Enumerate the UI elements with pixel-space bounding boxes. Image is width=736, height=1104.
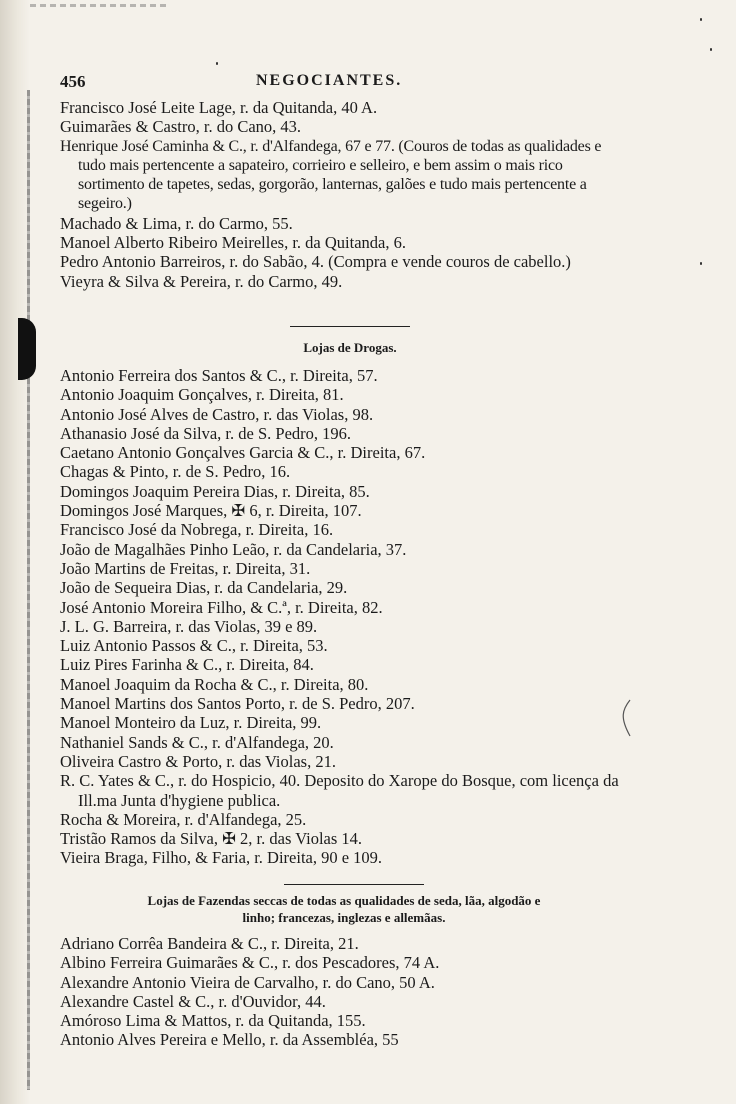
list-item: Oliveira Castro & Porto, r. das Violas, 21.	[60, 751, 336, 771]
list-item: Tristão Ramos da Silva, ✠ 2, r. das Violas 14.	[60, 829, 363, 849]
negociantes-list	[60, 98, 628, 291]
list-item: Francisco José da Nobrega, r. Direita, 16.	[60, 520, 334, 540]
list-item: Caetano Antonio Gonçalves Garcia & C., r. Direita, 67.	[60, 443, 426, 463]
list-item: João de Sequeira Dias, r. da Candelaria, 29.	[60, 578, 348, 598]
section-heading-drogas: Lojas de Drogas.	[303, 340, 397, 355]
list-item: Domingos Joaquim Pereira Dias, r. Direita, 85.	[60, 481, 370, 501]
list-item: Albino Ferreira Guimarães & C., r. dos Pescadores, 74 A.	[60, 953, 440, 973]
drogas-list	[60, 366, 628, 868]
list-item: Manoel Martins dos Santos Porto, r. de S. Pedro, 207.	[60, 694, 415, 714]
list-item: Manoel Joaquim da Rocha & C., r. Direita, 80.	[60, 674, 369, 694]
page-number: 456	[60, 72, 86, 91]
ink-speck	[700, 18, 702, 21]
binding-edge	[27, 90, 30, 1090]
list-item: R. C. Yates & C., r. do Hospicio, 40. Deposito do Xarope do Bosque, com licença da Ill.ma Junta d'hygiene publica.	[60, 771, 619, 810]
binding-margin	[0, 0, 30, 1104]
ink-speck	[216, 62, 218, 65]
list-item: J. L. G. Barreira, r. das Violas, 39 e 89.	[60, 616, 318, 636]
list-item: Rocha & Moreira, r. d'Alfandega, 25.	[60, 809, 307, 829]
list-item: Vieira Braga, Filho, & Faria, r. Direita, 90 e 109.	[60, 848, 383, 868]
list-item: José Antonio Moreira Filho, & C.ª, r. Direita, 82.	[60, 597, 383, 617]
ink-speck	[710, 48, 712, 51]
list-item: Chagas & Pinto, r. de S. Pedro, 16.	[60, 462, 291, 482]
list-item: Antonio José Alves de Castro, r. das Violas, 98.	[60, 404, 374, 424]
list-item: Athanasio José da Silva, r. de S. Pedro, 196.	[60, 423, 352, 443]
list-item: Antonio Alves Pereira e Mello, r. da Assembléa, 55	[60, 1030, 399, 1050]
list-item: Adriano Corrêa Bandeira & C., r. Direita, 21.	[60, 934, 359, 953]
list-item: Alexandre Antonio Vieira de Carvalho, r. do Cano, 50 A.	[60, 972, 435, 992]
ink-speck	[700, 262, 702, 265]
list-item: Antonio Joaquim Gonçalves, r. Direita, 81.	[60, 385, 344, 405]
list-item: Nathaniel Sands & C., r. d'Alfandega, 20.	[60, 732, 334, 752]
pencil-bracket-mark	[618, 698, 634, 738]
section-heading-line: linho; francezas, inglezas e allemãas.	[242, 910, 446, 925]
list-item: João de Magalhães Pinho Leão, r. da Candelaria, 37.	[60, 539, 407, 559]
list-item: Antonio Ferreira dos Santos & C., r. Direita, 57.	[60, 366, 378, 385]
list-item: Luiz Pires Farinha & C., r. Direita, 84.	[60, 655, 314, 675]
list-item: Henrique José Caminha & C., r. d'Alfandega, 67 e 77. (Couros de todas as qualidades e tudo mais pertencente a sapateiro, corrieiro e selleiro, e bem assim o mais rico sortimento de tapetes, sedas, gorgorão, lanternas, galões e tudo mais pertencente a segeiro.)	[60, 137, 602, 213]
fazendas-list	[60, 934, 628, 1050]
list-item: Guimarães & Castro, r. do Cano, 43.	[60, 117, 302, 137]
running-head: NEGOCIANTES.	[256, 72, 403, 89]
section-divider	[290, 326, 410, 327]
top-edge-marks	[30, 4, 170, 7]
list-item: Domingos José Marques, ✠ 6, r. Direita, 107.	[60, 501, 362, 521]
section-divider	[284, 884, 424, 885]
list-item: Amóroso Lima & Mattos, r. da Quitanda, 155.	[60, 1011, 366, 1031]
list-item: Alexandre Castel & C., r. d'Ouvidor, 44.	[60, 991, 326, 1011]
list-item: João Martins de Freitas, r. Direita, 31.	[60, 558, 311, 578]
list-item: Manoel Alberto Ribeiro Meirelles, r. da Quitanda, 6.	[60, 233, 406, 253]
list-item: Vieyra & Silva & Pereira, r. do Carmo, 49.	[60, 271, 343, 291]
list-item: Machado & Lima, r. do Carmo, 55.	[60, 213, 293, 233]
section-heading-line: Lojas de Fazendas seccas de todas as qualidades de seda, lãa, algodão e	[147, 893, 541, 908]
section-heading-fazendas	[60, 892, 628, 926]
binding-clip-mark	[18, 318, 36, 380]
list-item: Manoel Monteiro da Luz, r. Direita, 99.	[60, 713, 322, 733]
list-item: Luiz Antonio Passos & C., r. Direita, 53.	[60, 636, 328, 656]
list-item: Pedro Antonio Barreiros, r. do Sabão, 4. (Compra e vende couros de cabello.)	[60, 252, 571, 272]
list-item: Francisco José Leite Lage, r. da Quitanda, 40 A.	[60, 98, 378, 117]
page-header	[60, 72, 660, 94]
